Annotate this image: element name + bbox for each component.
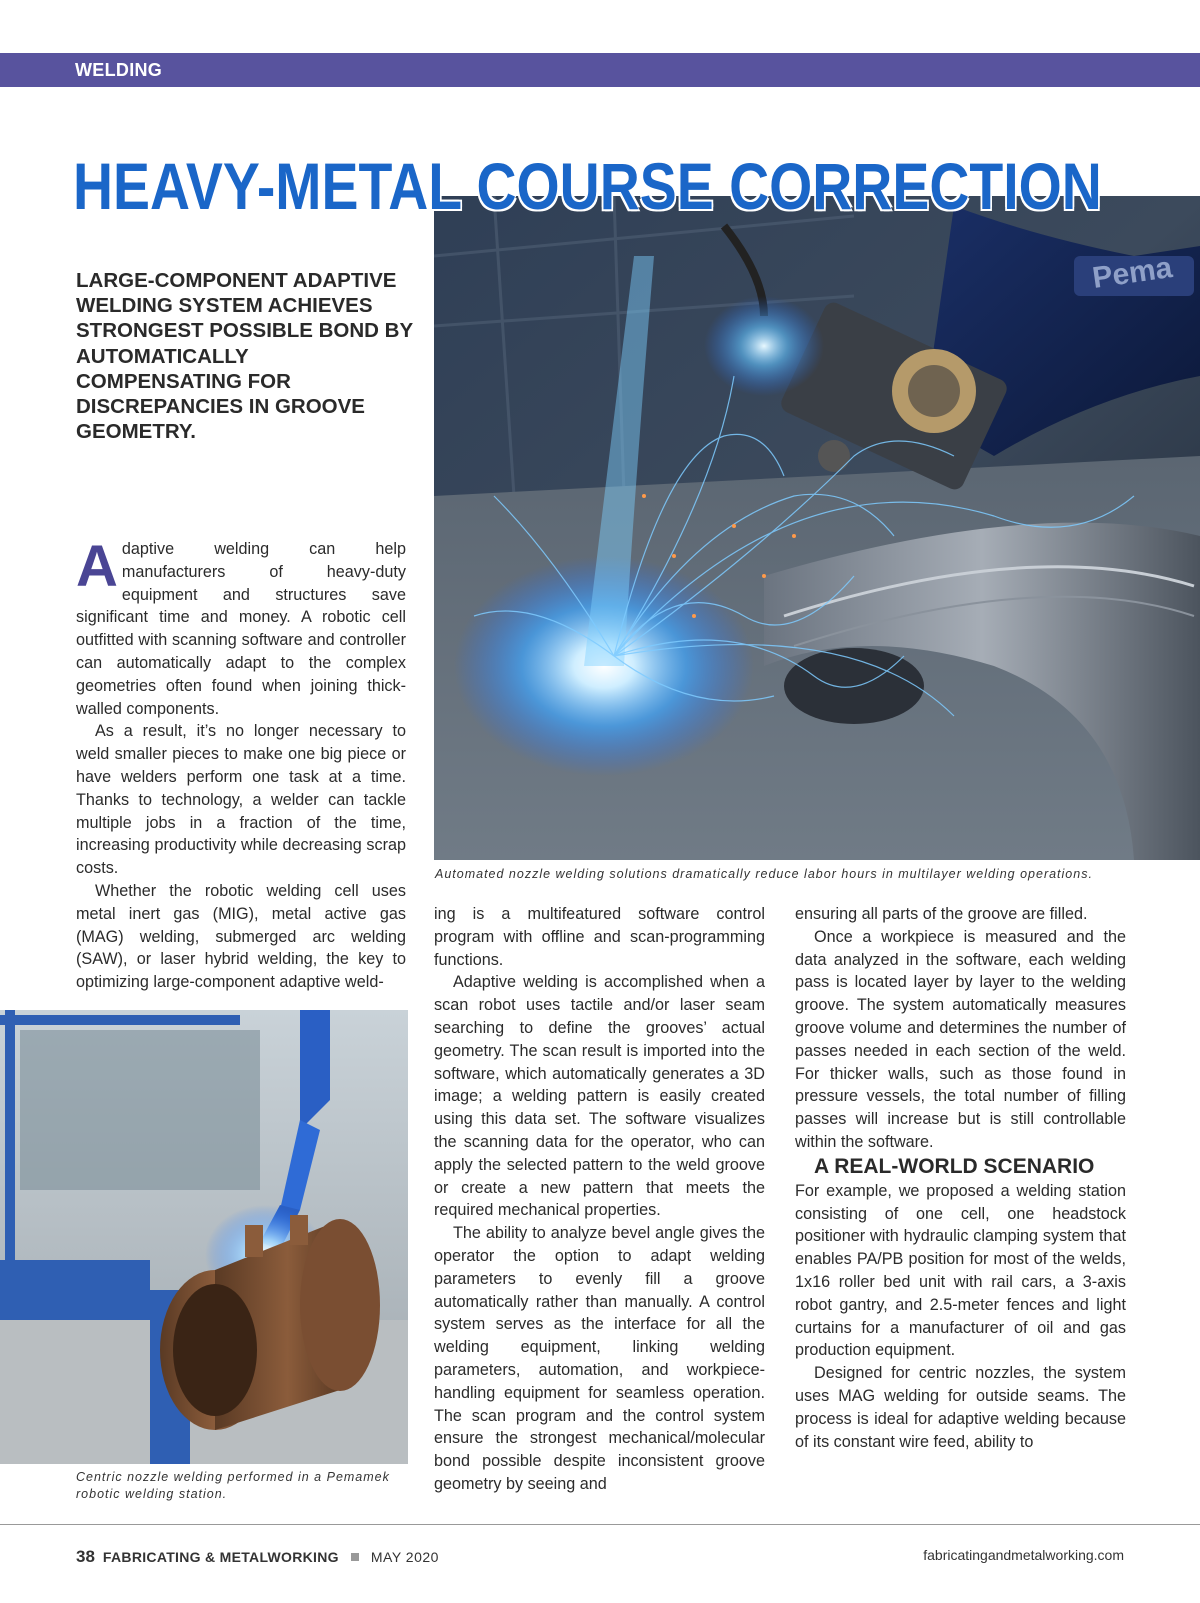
main-photo-caption: Automated nozzle welding solutions dramatically reduce labor hours in multilayer welding operations.	[435, 867, 1093, 881]
drop-cap: A	[76, 534, 118, 599]
robot-station-photo	[0, 1010, 408, 1464]
paragraph: For example, we proposed a welding station consisting of one cell, one headstock positioner with hydraulic clamping system that enables PA/PB position for most of the welds, 1x16 roller bed unit with rail cars, a 3-axis robot gantry, and 2.5-meter fences and light curtains for a manufacturer of oil and gas production equipment.	[795, 1181, 1126, 1360]
paragraph	[76, 534, 406, 720]
footer-url[interactable]: fabricatingandmetalworking.com	[923, 1547, 1124, 1563]
paragraph-text: daptive welding can help manufacturers of heavy-duty equipment and structures save significant time and money. A robotic cell outfitted with scanning software and controller can automatically adapt to the complex geometries often found when joining thick-walled components.	[76, 540, 406, 718]
paragraph: As a result, it’s no longer necessary to weld smaller pieces to make one big piece or have welders perform one task at a time. Thanks to technology, a welder can tackle multiple jobs in a fraction of the time, increasing productivity while decreasing scrap costs.	[76, 722, 406, 878]
article-deck: LARGE-COMPONENT ADAPTIVE WELDING SYSTEM ACHIEVES STRONGEST POSSIBLE BOND BY AUTOMATICALLY COMPENSATING FOR DISCREPANCIES IN GROOVE GEOMETRY.	[76, 269, 413, 444]
column-1	[76, 534, 406, 994]
paragraph: Whether the robotic welding cell uses metal inert gas (MIG), metal active gas (MAG) welding, submerged arc welding (SAW), or laser hybrid welding, the key to optimizing large-component adaptive weld-	[76, 881, 406, 992]
robot-photo-caption: Centric nozzle welding performed in a Pemamek robotic welding station.	[76, 1470, 390, 1501]
pema-logo: Pema	[1090, 251, 1175, 295]
page-number: 38	[76, 1547, 95, 1566]
column-2	[434, 903, 765, 1496]
article-title: HEAVY-METAL COURSE CORRECTION	[73, 149, 1102, 223]
magazine-name: FABRICATING & METALWORKING	[102, 1549, 339, 1565]
paragraph: Adaptive welding is accomplished when a scan robot uses tactile and/or laser seam searching to define the grooves’ actual geometry. The scan result is imported into the software, which automatically generates a 3D image; a welding pattern is easily created using this data set. The software visualizes the scanning data for the operator, who can apply the selected pattern to the weld groove or create a new pattern that meets the required mechanical properties.	[434, 973, 765, 1220]
footer-rule	[0, 1524, 1200, 1525]
footer-left	[76, 1547, 439, 1567]
paragraph: The ability to analyze bevel angle gives the operator the option to adapt welding parameters to evenly fill a groove automatically rather than manually. A control system serves as the interface for all the welding equipment, linking welding parameters, automation, and workpiece-handling equipment for seamless operation. The scan program and the control system ensure the strongest mechanical/molecular bond possible despite inconsistent groove geometry by seeing and	[434, 1224, 765, 1493]
issue-date: MAY 2020	[370, 1549, 439, 1565]
paragraph: ensuring all parts of the groove are filled.	[795, 905, 1088, 923]
paragraph: Once a workpiece is measured and the data analyzed in the software, each welding pass is located layer by layer to the welding groove. The system automatically measures groove volume and determines the number of passes needed in each section of the weld. For thicker walls, such as those found in pressure vessels, the total number of filling passes will increase but is still controllable within the software.	[795, 927, 1126, 1151]
paragraph: Designed for centric nozzles, the system uses MAG welding for outside seams. The process is ideal for adaptive welding because of its constant wire feed, ability to	[795, 1364, 1126, 1451]
separator-square-icon	[351, 1553, 359, 1561]
section-bar	[0, 53, 1200, 87]
paragraph: ing is a multifeatured software control program with offline and scan-programming functions.	[434, 905, 765, 969]
main-welding-photo	[434, 196, 1200, 860]
section-label: WELDING	[75, 60, 163, 80]
column-3	[795, 903, 1126, 1453]
subhead: A REAL-WORLD SCENARIO	[814, 1154, 1095, 1178]
